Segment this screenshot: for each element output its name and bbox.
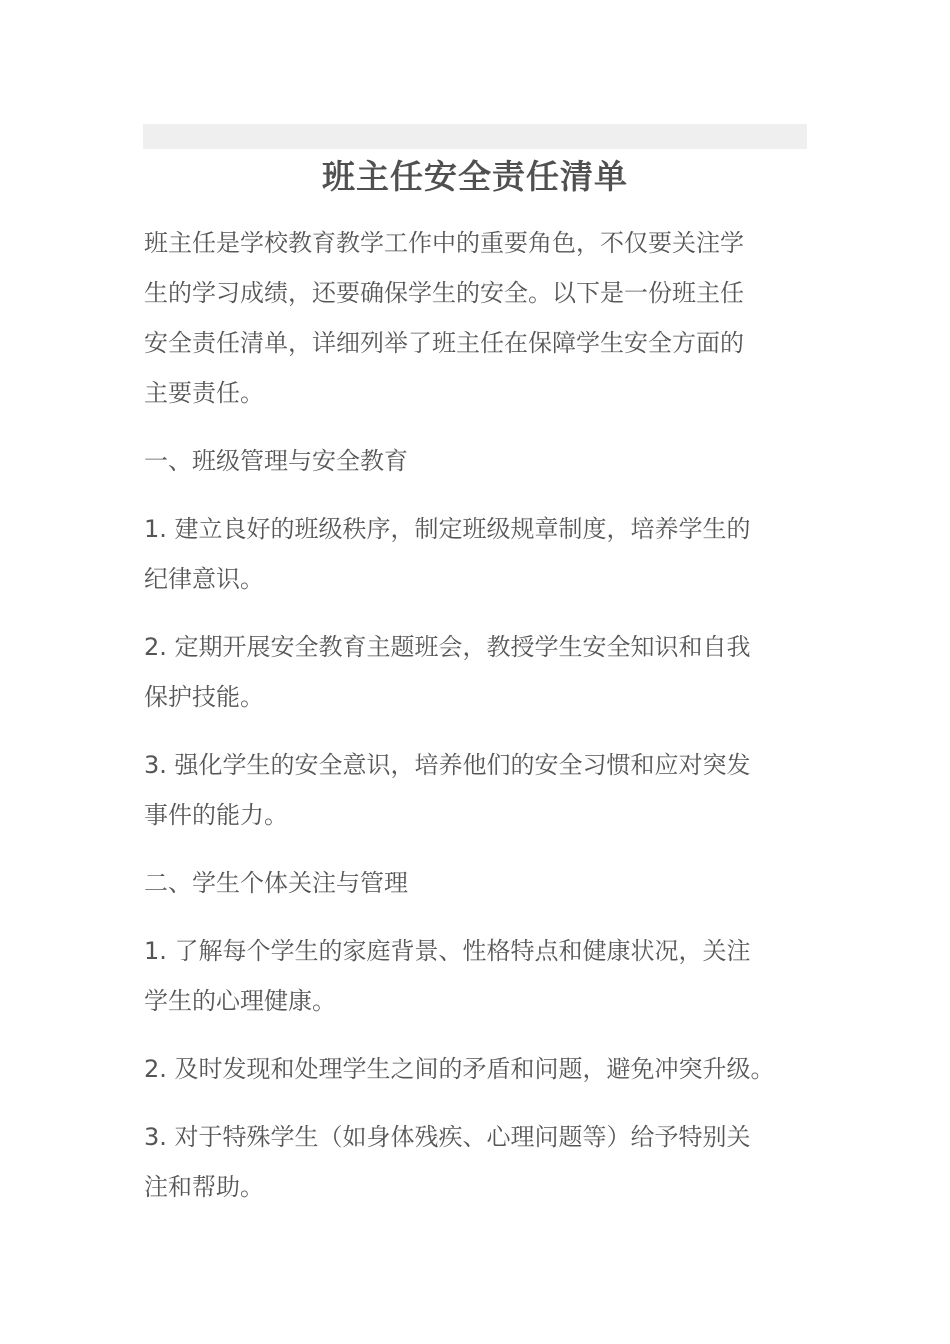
section-2-item bbox=[144, 926, 808, 1026]
section-heading bbox=[144, 436, 808, 486]
list-item-line: 1. 建立良好的班级秩序，制定班级规章制度，培养学生的 bbox=[144, 515, 751, 543]
section-1-item bbox=[144, 622, 808, 722]
section-1-item bbox=[144, 740, 808, 840]
list-item-line: 事件的能力。 bbox=[144, 801, 288, 829]
intro-line: 生的学习成绩，还要确保学生的安全。以下是一份班主任 bbox=[144, 279, 744, 307]
list-item-line: 纪律意识。 bbox=[144, 565, 264, 593]
header-bar bbox=[143, 124, 807, 149]
list-item-line: 注和帮助。 bbox=[144, 1173, 264, 1201]
document-body bbox=[144, 218, 808, 1230]
list-item-line: 学生的心理健康。 bbox=[144, 987, 336, 1015]
intro-line: 主要责任。 bbox=[144, 379, 264, 407]
section-2-item bbox=[144, 1044, 808, 1094]
section-1-item bbox=[144, 504, 808, 604]
list-item-line: 2. 及时发现和处理学生之间的矛盾和问题，避免冲突升级。 bbox=[144, 1055, 775, 1083]
document-title: 班主任安全责任清单 bbox=[322, 157, 628, 196]
intro-line: 安全责任清单，详细列举了班主任在保障学生安全方面的 bbox=[144, 329, 744, 357]
section-2-item bbox=[144, 1112, 808, 1212]
list-item-line: 1. 了解每个学生的家庭背景、性格特点和健康状况，关注 bbox=[144, 937, 751, 965]
section-1-heading: 一、班级管理与安全教育 bbox=[144, 447, 408, 475]
section-heading bbox=[144, 858, 808, 908]
list-item-line: 保护技能。 bbox=[144, 683, 264, 711]
section-2-heading: 二、学生个体关注与管理 bbox=[144, 869, 408, 897]
list-item-line: 3. 对于特殊学生（如身体残疾、心理问题等）给予特别关 bbox=[144, 1123, 751, 1151]
intro-line: 班主任是学校教育教学工作中的重要角色，不仅要关注学 bbox=[144, 229, 744, 257]
intro-paragraph bbox=[144, 218, 808, 418]
list-item-line: 3. 强化学生的安全意识，培养他们的安全习惯和应对突发 bbox=[144, 751, 751, 779]
list-item-line: 2. 定期开展安全教育主题班会，教授学生安全知识和自我 bbox=[144, 633, 751, 661]
